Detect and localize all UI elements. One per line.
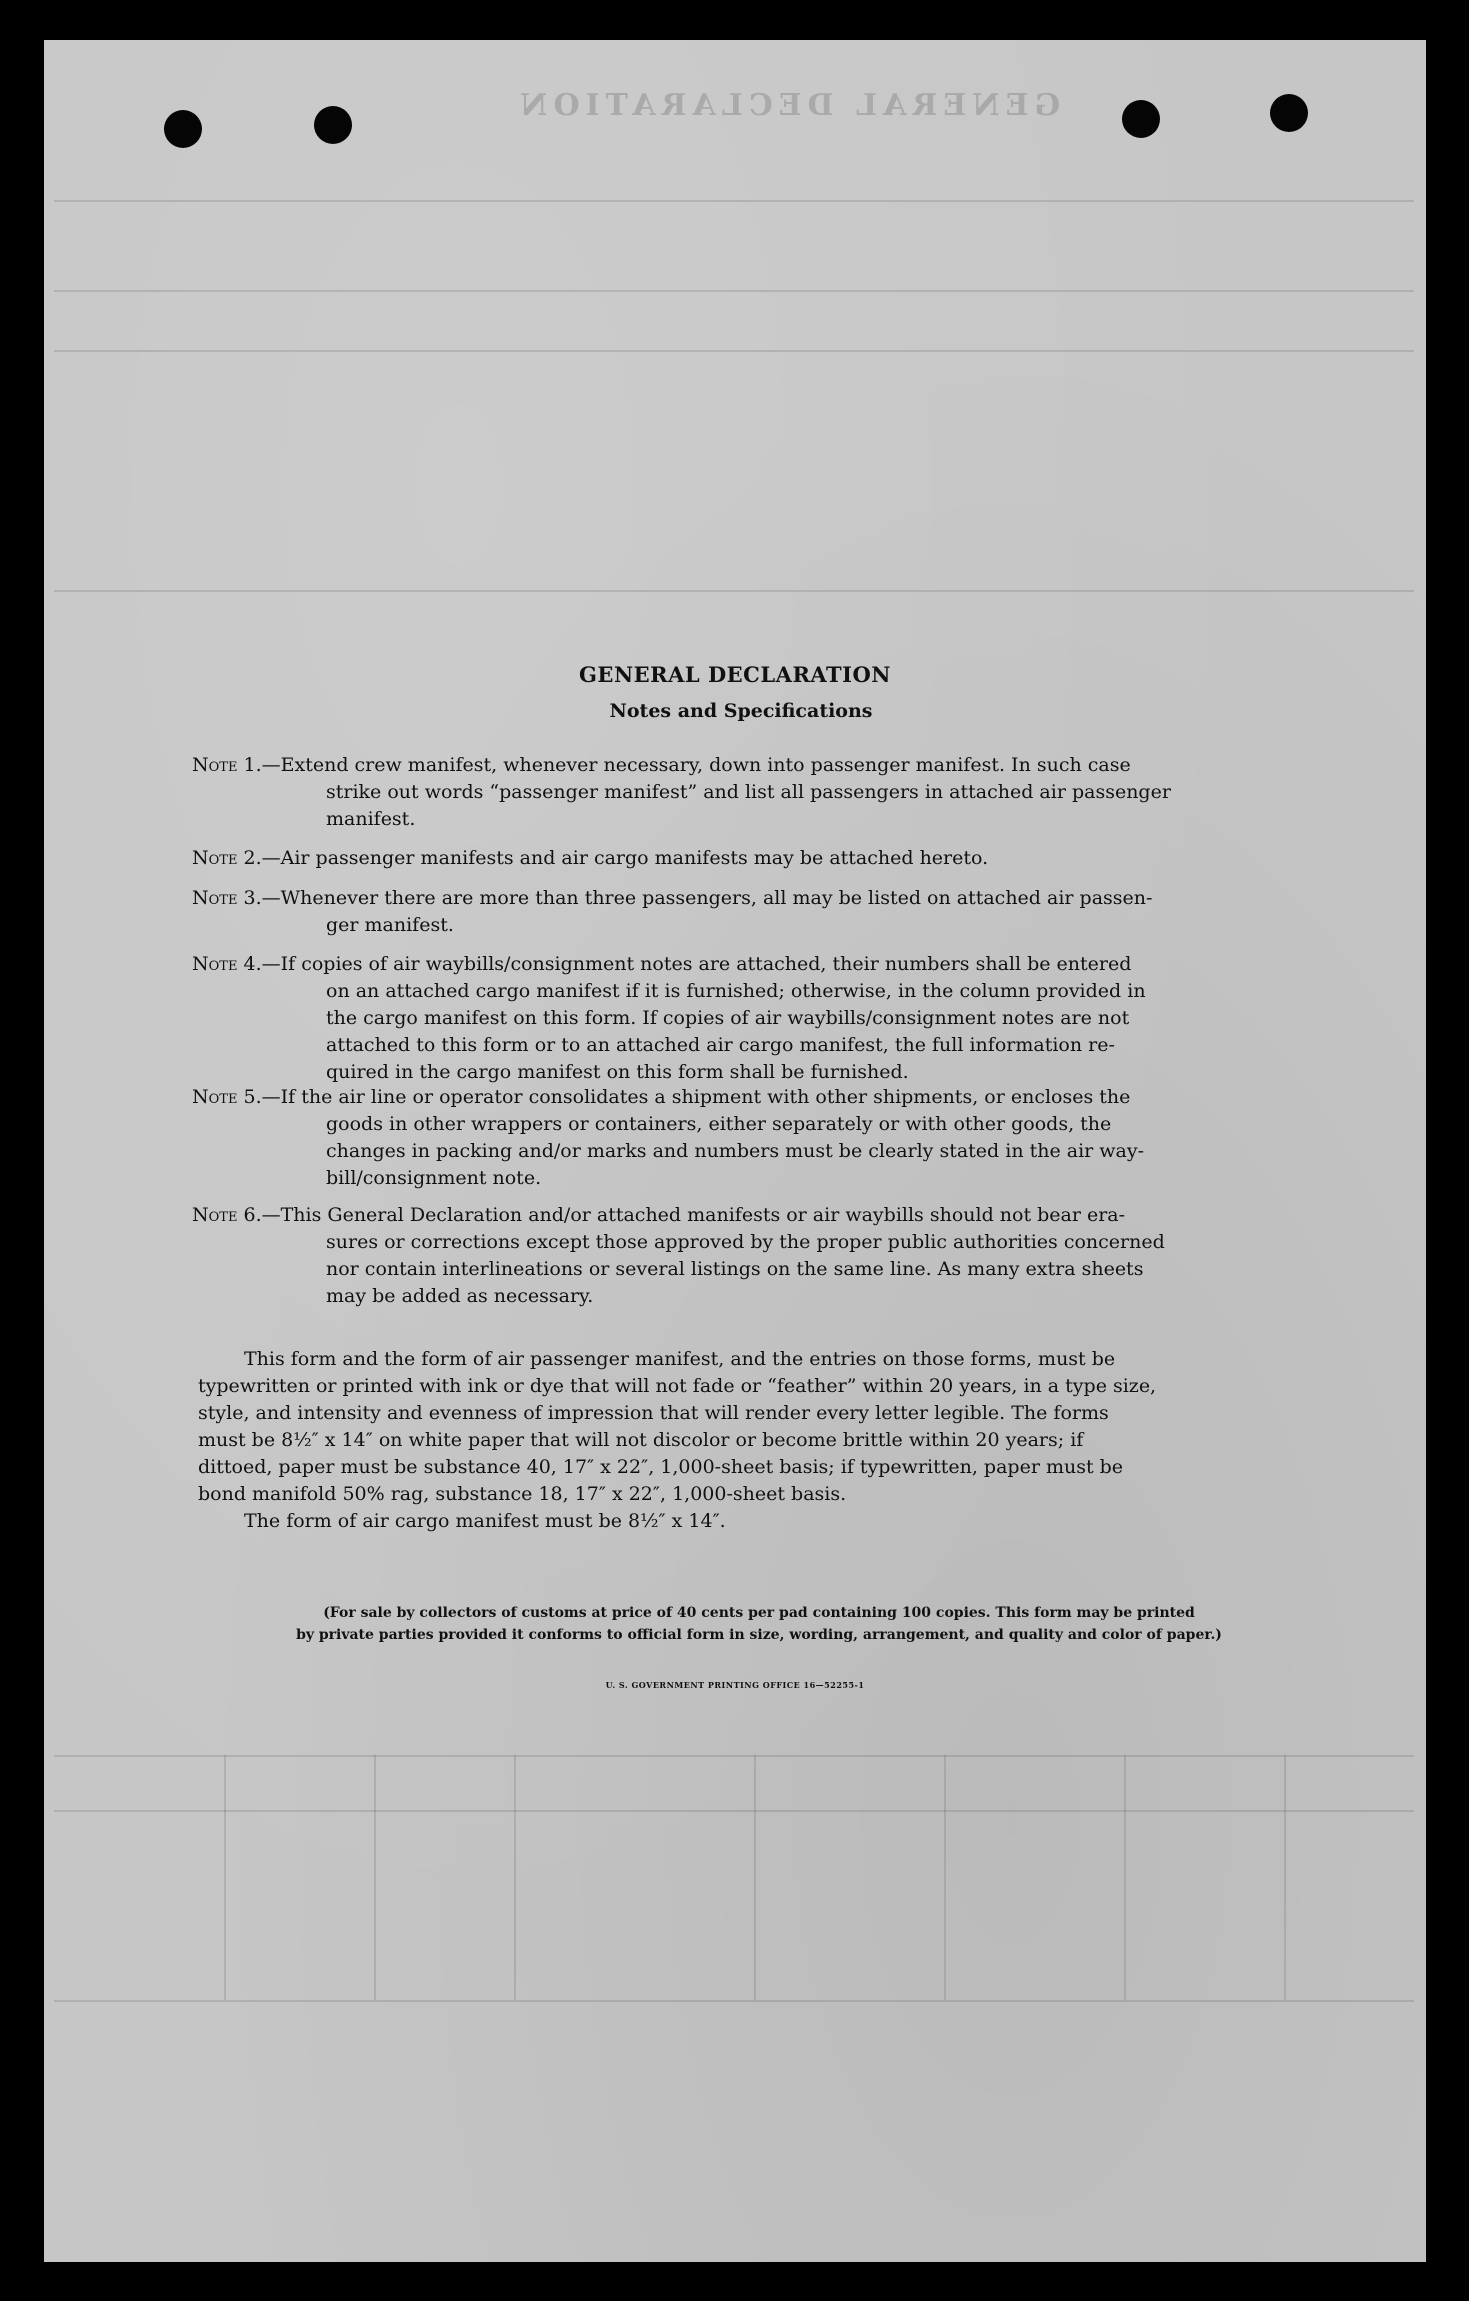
bleed-through-column: [944, 1755, 946, 2000]
note-2: [192, 845, 1302, 872]
punch-hole-4: [1270, 94, 1308, 132]
paragraph-line: style, and intensity and evenness of impression that will render every letter legible. The forms: [198, 1402, 1109, 1424]
note-line: the cargo manifest on this form. If copies of air waybills/consignment notes are not: [326, 1007, 1130, 1029]
note-label: Note 1.: [192, 754, 262, 776]
note-label: Note 2.: [192, 847, 262, 869]
sale-notice-line: by private parties provided it conforms to official form in size, wording, arrangement, and quality and color of paper.): [296, 1627, 1222, 1643]
bleed-through-rule: [54, 350, 1414, 352]
note-label: Note 5.: [192, 1086, 262, 1108]
bleed-through-column: [1124, 1755, 1126, 2000]
note-line: manifest.: [326, 808, 416, 830]
note-line: on an attached cargo manifest if it is furnished; otherwise, in the column provided in: [326, 980, 1146, 1002]
note-line: changes in packing and/or marks and numbers must be clearly stated in the air way-: [326, 1140, 1145, 1162]
note-line: strike out words “passenger manifest” and list all passengers in attached air passenger: [326, 781, 1171, 803]
paragraph-line: bond manifold 50% rag, substance 18, 17″ x 22″, 1,000-sheet basis.: [198, 1483, 847, 1505]
paragraph-line: The form of air cargo manifest must be 8½″ x 14″.: [244, 1510, 726, 1532]
bleed-through-column: [1284, 1755, 1286, 2000]
punch-hole-1: [164, 110, 202, 148]
note-6: [192, 1202, 1302, 1310]
note-3: [192, 885, 1302, 939]
note-line: ger manifest.: [326, 914, 454, 936]
sale-notice: [204, 1602, 1314, 1646]
note-line: Note 1.—Extend crew manifest, whenever necessary, down into passenger manifest. In such case: [192, 754, 1131, 776]
note-label: Note 4.: [192, 953, 262, 975]
note-line: bill/consignment note.: [326, 1167, 542, 1189]
note-line: nor contain interlineations or several listings on the same line. As many extra sheets: [326, 1258, 1144, 1280]
note-line: Note 4.—If copies of air waybills/consignment notes are attached, their numbers shall be entered: [192, 953, 1132, 975]
bleed-through-column: [224, 1755, 226, 2000]
note-4: [192, 951, 1302, 1086]
note-line: Note 5.—If the air line or operator consolidates a shipment with other shipments, or encloses the: [192, 1086, 1131, 1108]
bleed-through-rule: [54, 590, 1414, 592]
note-1: [192, 752, 1302, 833]
paragraph-line: must be 8½″ x 14″ on white paper that will not discolor or become brittle within 20 years; if: [198, 1429, 1084, 1451]
form-requirements-paragraph: [198, 1346, 1308, 1535]
bleed-through-rule: [54, 290, 1414, 292]
document-page: [44, 40, 1426, 2262]
paragraph-line: This form and the form of air passenger manifest, and the entries on those forms, must be: [244, 1348, 1116, 1370]
note-line: may be added as necessary.: [326, 1285, 594, 1307]
paragraph-line: typewritten or printed with ink or dye that will not fade or “feather” within 20 years, in a type size,: [198, 1375, 1157, 1397]
note-line: Note 6.—This General Declaration and/or attached manifests or air waybills should not bear era-: [192, 1204, 1126, 1226]
note-line: quired in the cargo manifest on this form shall be furnished.: [326, 1061, 909, 1083]
note-line: attached to this form or to an attached air cargo manifest, the full information re-: [326, 1034, 1115, 1056]
document-title: GENERAL DECLARATION: [579, 662, 891, 687]
bleed-through-heading: GENERAL DECLARATION: [514, 88, 1061, 123]
note-line: Note 3.—Whenever there are more than three passengers, all may be listed on attached air passen-: [192, 887, 1153, 909]
bleed-through-column: [514, 1755, 516, 2000]
bleed-through-column: [754, 1755, 756, 2000]
bleed-through-rule: [54, 2000, 1414, 2002]
punch-hole-3: [1122, 100, 1160, 138]
note-5: [192, 1084, 1302, 1192]
sale-notice-line: (For sale by collectors of customs at price of 40 cents per pad containing 100 copies. This form may be printed: [323, 1605, 1195, 1621]
bleed-through-rule: [54, 1755, 1414, 1757]
note-label: Note 6.: [192, 1204, 262, 1226]
document-subtitle: Notes and Specifications: [609, 700, 873, 722]
note-line: goods in other wrappers or containers, either separately or with other goods, the: [326, 1113, 1112, 1135]
bleed-through-rule: [54, 1810, 1414, 1812]
bleed-through-column: [374, 1755, 376, 2000]
note-line: sures or corrections except those approved by the proper public authorities concerned: [326, 1231, 1165, 1253]
printing-office-imprint: U. S. GOVERNMENT PRINTING OFFICE 16—52255-1: [605, 1680, 865, 1690]
bleed-through-rule: [54, 200, 1414, 202]
paragraph-line: dittoed, paper must be substance 40, 17″ x 22″, 1,000-sheet basis; if typewritten, paper must be: [198, 1456, 1124, 1478]
note-label: Note 3.: [192, 887, 262, 909]
note-line: Note 2.—Air passenger manifests and air cargo manifests may be attached hereto.: [192, 847, 989, 869]
punch-hole-2: [314, 106, 352, 144]
